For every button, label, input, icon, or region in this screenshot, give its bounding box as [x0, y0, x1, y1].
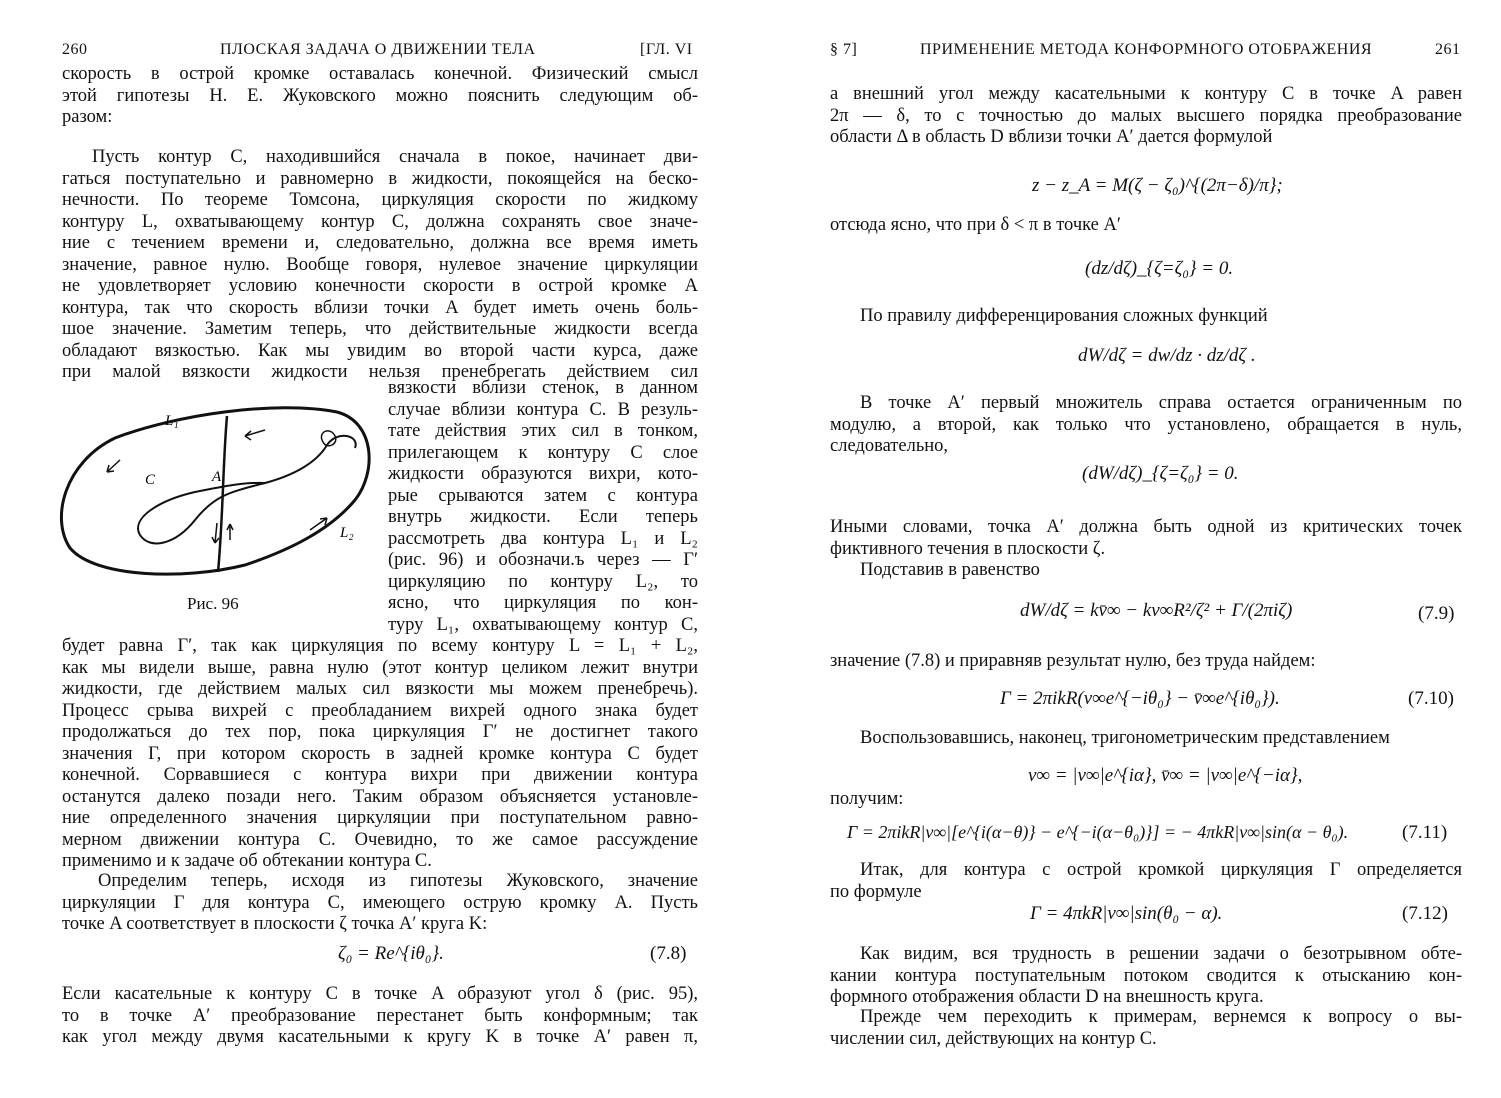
running-title: ПЛОСКАЯ ЗАДАЧА О ДВИЖЕНИИ ТЕЛА	[220, 41, 536, 58]
text-line: области Δ в область D вблизи точки A′ дается формулой	[830, 127, 1273, 147]
text-line: разом:	[62, 107, 113, 127]
equation-number: (7.10)	[1408, 688, 1454, 709]
contour-figure	[55, 400, 380, 585]
text-line: циркуляцию по контуру L₂, то	[388, 571, 698, 592]
text-line: применимо и к задаче об обтекании контура C.	[62, 851, 432, 871]
equation-number: (7.9)	[1418, 603, 1455, 624]
text-line: а внешний угол между касательными к контуру C в точке A равен	[830, 84, 1462, 104]
text-line: случае вблизи контура C. В резуль-	[388, 399, 698, 420]
text-line: Подставив в равенство	[860, 560, 1040, 580]
text-line: Прежде чем переходить к примерам, вернемся к вопросу о вы-	[860, 1007, 1462, 1027]
paragraph	[830, 1007, 1462, 1050]
equation-7-11: Γ = 2πikR|v∞|[e^{i(α−θ)} − e^{−i(α−θ₀)}] = − 4πkR|v∞|sin(α − θ₀).	[847, 822, 1349, 842]
section-ref: § 7]	[830, 41, 858, 58]
equation-number: (7.8)	[650, 943, 687, 964]
equation-7-12: Γ = 4πkR|v∞|sin(θ₀ − α).	[1030, 903, 1223, 924]
text-line: Как видим, вся трудность в решении задачи о безотрывном обте-	[860, 944, 1462, 964]
text-line: В точке A′ первый множитель справа остается ограниченным по	[860, 393, 1462, 413]
text-line: контура, так что скорость вблизи точки A будет иметь очень боль-	[62, 297, 698, 318]
figure-label-a: A	[212, 469, 222, 485]
text-line: как угол между двумя касательными к кругу K в точке A′ равен π,	[62, 1027, 698, 1047]
text-line: жидкости, где действием малых сил вязкости мы можем пренебречь).	[62, 679, 698, 699]
equation-7-8: ζ₀ = Re^{iθ₀}.	[338, 943, 444, 964]
text-line: рые срываются затем с контура	[388, 485, 698, 506]
text-line: циркуляции Γ для контура C, имеющего острую кромку A. Пусть	[62, 892, 698, 913]
running-title: ПРИМЕНЕНИЕ МЕТОДА КОНФОРМНОГО ОТОБРАЖЕНИЯ	[920, 41, 1373, 58]
paragraph	[62, 636, 698, 873]
text-line: формного отображения области D на внешность круга.	[830, 987, 1264, 1007]
dz-equation: (dz/dζ)_{ζ=ζ₀} = 0.	[1085, 258, 1234, 279]
paragraph	[830, 860, 1462, 903]
text-line: внутрь жидкости. Если теперь	[388, 507, 698, 527]
text-line: ние с течением времени и, следовательно, должна все время иметь	[62, 233, 698, 253]
paragraph	[62, 871, 698, 936]
text-line: прилегающем к контуру C слое	[388, 442, 698, 463]
text-line: вязкости вблизи стенок, в данном	[388, 378, 698, 398]
paragraph	[830, 393, 1462, 458]
figure-label-l1: L₁	[165, 413, 179, 429]
text-line: Итак, для контура с острой кромкой циркуляция Γ определяется	[860, 860, 1462, 880]
paragraph	[62, 984, 698, 1049]
text-line: Иными словами, точка A′ должна быть одной из критических точек	[830, 517, 1462, 537]
text-line: фиктивного течения в плоскости ζ.	[830, 538, 1106, 559]
text-line: скорость в острой кромке оставалась конечной. Физический смысл	[62, 64, 698, 84]
text-line: при малой вязкости жидкости нельзя пренебрегать действием сил	[62, 362, 698, 382]
equation-number: (7.11)	[1402, 822, 1448, 843]
flow-arrows	[107, 430, 327, 543]
text-line: гаться поступательно и равномерно в жидкости, покоящейся на беско-	[62, 168, 698, 189]
equation-7-10: Γ = 2πikR(v∞e^{−iθ₀} − v̄∞e^{iθ₀}).	[1000, 688, 1280, 709]
text-line: получим:	[830, 789, 904, 809]
text-line: модулю, а второй, как только что установлено, обращается в нуль,	[830, 414, 1462, 435]
text-line: Пусть контур C, находившийся сначала в покое, начинает дви-	[92, 147, 698, 167]
text-line: Определим теперь, исходя из гипотезы Жуковского, значение	[98, 871, 698, 891]
text-line: нечности. По теореме Томсона, циркуляция скорости по жидкому	[62, 190, 698, 210]
chapter-ref: [ГЛ. VI	[640, 41, 693, 58]
text-line: (рис. 96) и обозначи.ъ через — Γ′	[388, 550, 698, 570]
paragraph	[830, 517, 1462, 560]
text-line: контуру L, охватывающему контур C, должна сохранять свое значе-	[62, 211, 698, 232]
wrap-paragraph	[388, 378, 698, 636]
figure-label-c: C	[145, 472, 156, 488]
text-line: ние определенного значения циркуляции при поступательном равно-	[62, 808, 698, 828]
text-line: точке A соответствует в плоскости ζ точка A′ круга K:	[62, 914, 488, 934]
paragraph	[830, 84, 1462, 149]
text-line: то в точке A′ преобразование перестанет быть конформным; так	[62, 1005, 698, 1026]
chain-rule-equation: dW/dζ = dw/dz · dz/dζ .	[1078, 345, 1256, 366]
text-line: значение, равное нулю. Вообще говоря, нулевое значение циркуляции	[62, 254, 698, 275]
text-line: Процесс срыва вихрей с преобладанием вихрей одного знака будет	[62, 700, 698, 721]
page-number: 261	[1435, 41, 1461, 58]
text-line: шое значение. Заметим теперь, что действительные жидкости всегда	[62, 319, 698, 339]
mapping-equation: z − z_A = M(ζ − ζ₀)^{(2π−δ)/π};	[1032, 175, 1283, 196]
paragraph	[62, 147, 698, 384]
text-line: значения Γ, при котором скорость в задней кромке контура C будет	[62, 743, 698, 764]
text-line: Если касательные к контуру C в точке A образуют угол δ (рис. 95),	[62, 984, 698, 1004]
left-page	[0, 0, 750, 1098]
dW-equation: (dW/dζ)_{ζ=ζ₀} = 0.	[1082, 463, 1239, 484]
text-line: ясно, что циркуляция по кон-	[388, 593, 698, 613]
figure-label-l2: L₂	[340, 525, 354, 541]
text-line: числении сил, действующих на контур C.	[830, 1028, 1157, 1049]
text-line: жидкости образуются вихри, кото-	[388, 464, 698, 484]
text-line: как мы видели выше, равна нулю (этот контур целиком лежит внутри	[62, 657, 698, 678]
paragraph	[830, 944, 1462, 1009]
page-number: 260	[62, 41, 88, 58]
text-line: отсюда ясно, что при δ < π в точке A′	[830, 215, 1121, 235]
text-line: значение (7.8) и приравняв результат нулю, без труда найдем:	[830, 651, 1316, 671]
text-line: обладают вязкостью. Как мы увидим во второй части курса, даже	[62, 340, 698, 361]
text-line: этой гипотезы Н. Е. Жуковского можно пояснить следующим об-	[62, 85, 698, 106]
text-line: туру L₁, охватывающему контур C,	[388, 614, 698, 635]
text-line: кании контура поступательным потоком сводится к отысканию кон-	[830, 965, 1462, 986]
right-page	[750, 0, 1501, 1098]
equation-7-9: dW/dζ = kv̄∞ − kv∞R²/ζ² + Γ/(2πiζ)	[1020, 600, 1293, 621]
text-line: следовательно,	[830, 436, 949, 456]
text-line: рассмотреть два контура L₁ и L₂	[388, 528, 698, 549]
figure-caption: Рис. 96	[187, 594, 239, 613]
trig-equation: v∞ = |v∞|e^{iα}, v̄∞ = |v∞|e^{−iα},	[1028, 765, 1303, 786]
text-line: останутся далеко позади него. Таким образом объясняется установле-	[62, 786, 698, 807]
paragraph	[62, 64, 698, 129]
text-line: мерном движении контура C. Очевидно, то же самое рассуждение	[62, 829, 698, 850]
text-line: будет равна Γ′, так как циркуляция по всему контуру L = L₁ + L₂,	[62, 636, 698, 656]
text-line: не удовлетворяет условию конечности скорости в острой кромке A	[62, 276, 698, 296]
text-line: По правилу дифференцирования сложных функций	[860, 306, 1268, 326]
text-line: продолжаться до тех пор, пока циркуляция Γ′ не достигнет такого	[62, 722, 698, 742]
text-line: Воспользовавшись, наконец, тригонометрическим представлением	[860, 728, 1390, 748]
equation-number: (7.12)	[1402, 903, 1448, 924]
text-line: по формуле	[830, 881, 922, 902]
text-line: конечной. Сорвавшиеся с контура вихри при движении контура	[62, 765, 698, 785]
text-line: 2π — δ, то с точностью до малых высшего порядка преобразование	[830, 105, 1462, 126]
text-line: тате действия этих сил в тонком,	[388, 421, 698, 441]
